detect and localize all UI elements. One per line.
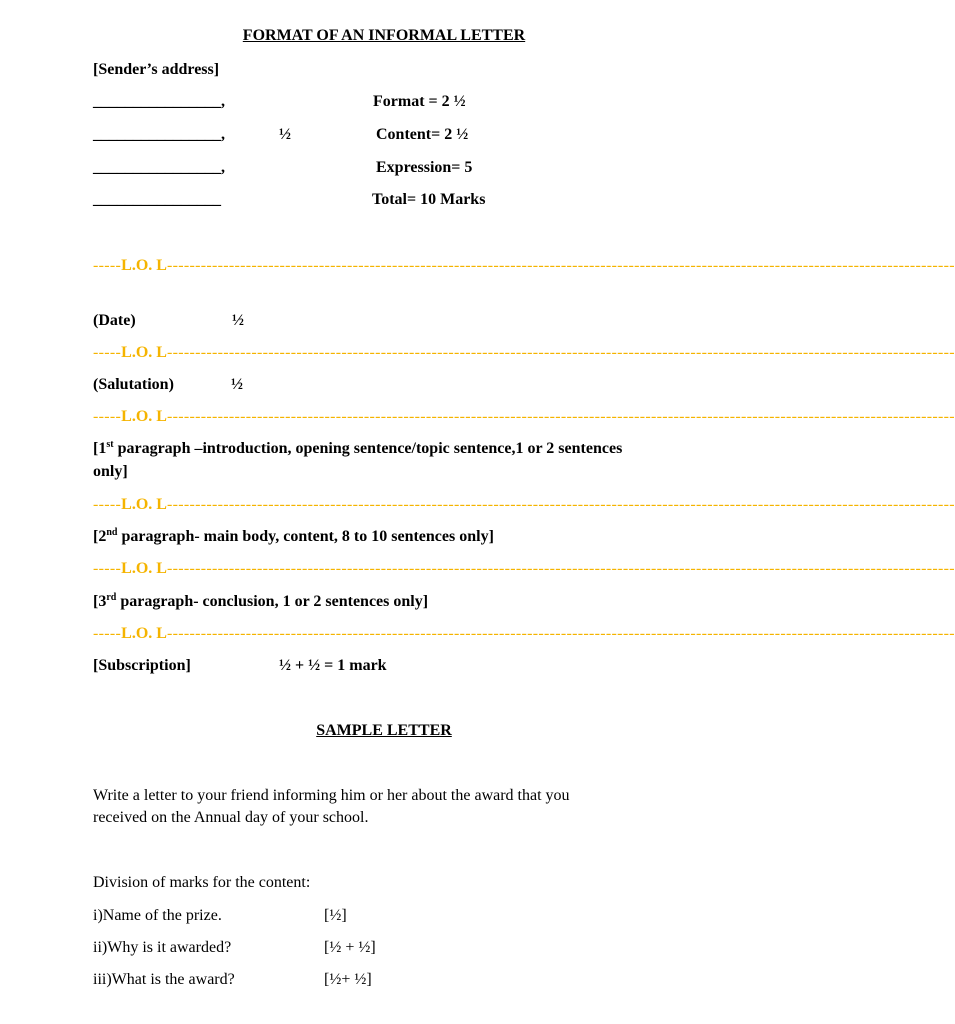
para-3-text: paragraph- conclusion, 1 or 2 sentences only] — [116, 593, 429, 610]
para-3-open: [3 — [93, 593, 107, 610]
line-of-leaving-divider: -----L.O. L-------------------------------------------------------------------------------------------------------------------------------------------- — [93, 625, 955, 642]
line-of-leaving-divider: -----L.O. L-------------------------------------------------------------------------------------------------------------------------------------------- — [93, 496, 955, 513]
address-line-1: ________________, — [93, 93, 225, 110]
paragraph-1-instruction — [93, 437, 653, 483]
document-title: FORMAT OF AN INFORMAL LETTER — [242, 27, 526, 44]
content-item-label: iii)What is the award? — [93, 971, 235, 988]
subscription-label: [Subscription] — [93, 657, 191, 674]
content-item-label: ii)Why is it awarded? — [93, 939, 232, 956]
lol-label: L.O. L — [121, 257, 167, 274]
para-2-ordinal: nd — [106, 527, 118, 538]
para-1-ordinal: st — [106, 439, 114, 450]
content-item-marks: [½+ ½] — [324, 971, 372, 988]
lol-label: L.O. L — [121, 344, 167, 361]
division-heading: Division of marks for the content: — [93, 874, 311, 891]
para-1-text: paragraph –introduction, opening sentence/topic sentence,1 or 2 sentences only] — [93, 440, 623, 480]
question-line-1: Write a letter to your friend informing him or her about the award that you — [93, 787, 570, 804]
para-3-ordinal: rd — [106, 592, 117, 603]
line-of-leaving-divider: -----L.O. L-------------------------------------------------------------------------------------------------------------------------------------------- — [93, 408, 955, 425]
line-of-leaving-divider: -----L.O. L-------------------------------------------------------------------------------------------------------------------------------------------- — [93, 344, 955, 361]
paragraph-3-instruction — [93, 592, 428, 612]
para-2-text: paragraph- main body, content, 8 to 10 sentences only] — [117, 528, 494, 545]
content-item-label: i)Name of the prize. — [93, 907, 222, 924]
address-line-2: ________________, — [93, 126, 225, 143]
total-marks: Total= 10 Marks — [372, 191, 486, 208]
lol-label: L.O. L — [121, 625, 167, 642]
para-2-open: [2 — [93, 528, 107, 545]
line-of-leaving-divider: -----L.O. L-------------------------------------------------------------------------------------------------------------------------------------------- — [93, 560, 955, 577]
date-label: (Date) — [93, 312, 136, 329]
format-marks: Format = 2 ½ — [373, 93, 466, 110]
sample-letter-title: SAMPLE LETTER — [316, 722, 452, 739]
subscription-mark: ½ + ½ = 1 mark — [279, 657, 387, 674]
salutation-label: (Salutation) — [93, 376, 174, 393]
lol-label: L.O. L — [121, 560, 167, 577]
expression-marks: Expression= 5 — [376, 159, 473, 176]
content-item-marks: [½] — [324, 907, 347, 924]
address-line-3: ________________, — [93, 159, 225, 176]
content-marks: Content= 2 ½ — [376, 126, 469, 143]
address-half-mark: ½ — [279, 126, 291, 143]
senders-address-label: [Sender’s address] — [93, 61, 220, 78]
date-mark: ½ — [232, 312, 244, 329]
question-line-2: received on the Annual day of your school. — [93, 809, 369, 826]
line-of-leaving-divider: -----L.O. L-------------------------------------------------------------------------------------------------------------------------------------------- — [93, 257, 955, 274]
lol-label: L.O. L — [121, 408, 167, 425]
lol-label: L.O. L — [121, 496, 167, 513]
content-item-marks: [½ + ½] — [324, 939, 376, 956]
salutation-mark: ½ — [231, 376, 243, 393]
address-line-4: ________________ — [93, 191, 221, 208]
paragraph-2-instruction — [93, 527, 494, 547]
para-1-open: [1 — [93, 440, 107, 457]
